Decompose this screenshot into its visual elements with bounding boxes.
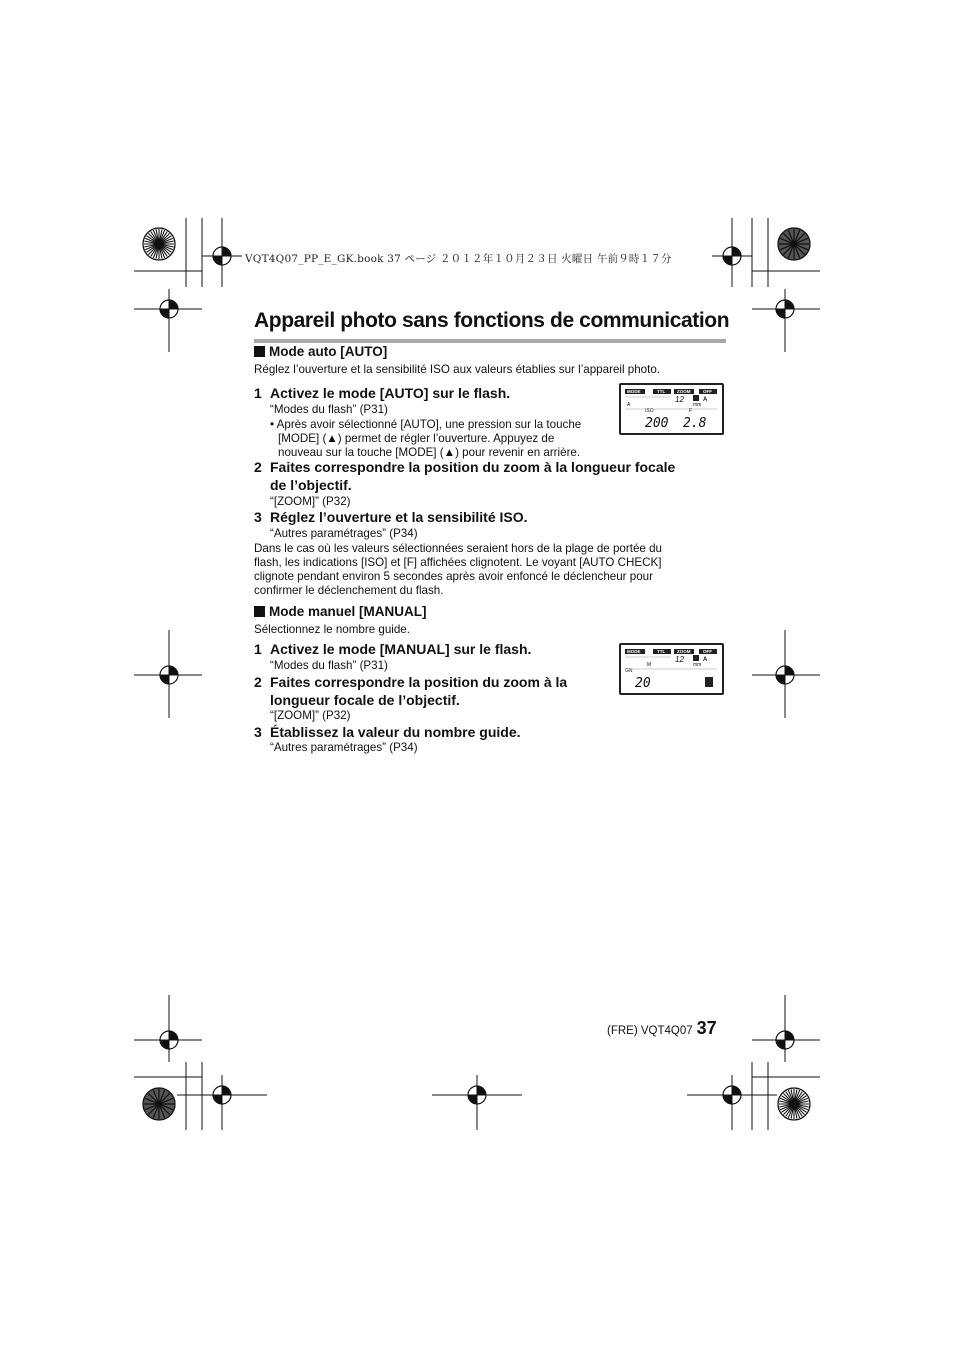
lcd-tab-zoom: ZOOM — [677, 389, 691, 394]
lcd-tab-mode: MODE — [627, 389, 641, 394]
manual-step-2-ref: “[ZOOM]” (P32) — [270, 709, 351, 722]
auto-bullet-line: [MODE] (▲) permet de régler l’ouverture. Appuyez de — [278, 432, 555, 445]
lcd-zoom-value: 12 — [675, 395, 684, 404]
registration-star-icon — [143, 228, 175, 260]
auto-step-3-ref: “Autres paramétrages” (P34) — [270, 527, 418, 540]
auto-intro: Réglez l’ouverture et la sensibilité ISO aux valeurs établies sur l’appareil photo. — [254, 363, 660, 376]
manual-step-3-ref: “Autres paramétrages” (P34) — [270, 741, 418, 754]
page-title: Appareil photo sans fonctions de communication — [254, 309, 730, 332]
auto-bullet-line: • Après avoir sélectionné [AUTO], une pression sur la touche — [270, 418, 582, 431]
lcd-tab-off: OFF — [703, 649, 712, 654]
auto-note-line: confirmer le déclenchement du flash. — [254, 584, 444, 597]
lcd-tab-zoom: ZOOM — [677, 649, 691, 654]
lcd-zoom-unit: mm — [693, 402, 702, 408]
manual-step-3: 3 Établissez la valeur du nombre guide. — [254, 724, 521, 740]
lcd-f-value: 2.8 — [683, 416, 707, 431]
auto-step-3: 3 Réglez l’ouverture et la sensibilité ISO. — [254, 509, 528, 525]
auto-note-line: Dans le cas où les valeurs sélectionnées seraient hors de la plage de portée du — [254, 542, 662, 555]
auto-note-line: clignote pendant environ 5 secondes après avoir enfoncé le déclencheur pour — [254, 570, 653, 583]
lcd-tab-mode: MODE — [627, 649, 641, 654]
lcd-tab-ttl: TTL — [657, 649, 666, 654]
manual-step-1-ref: “Modes du flash” (P31) — [270, 659, 388, 672]
auto-bullet-line: nouveau sur la touche [MODE] (▲) pour revenir en arrière. — [278, 446, 581, 459]
manual-step-2: 2 Faites correspondre la position du zoom à la longueur focale de l’objectif. — [254, 674, 568, 708]
registration-star-icon — [143, 1088, 175, 1120]
lcd-iso-value: 200 — [645, 416, 669, 431]
lcd-tab-ttl: TTL — [657, 389, 666, 394]
lcd-zoom-value: 12 — [675, 655, 684, 664]
square-bullet-icon — [254, 346, 265, 357]
footer-doc-code: (FRE) VQT4Q07 — [607, 1025, 693, 1037]
lcd-corner-letter: A — [703, 657, 708, 663]
lcd-mode-letter: M — [647, 662, 652, 668]
print-header: VQT4Q07_PP_E_GK.book 37 ページ ２０１２年１０月２３日 火曜日 午前９時１７分 — [245, 253, 672, 265]
auto-step-1: 1 Activez le mode [AUTO] sur le flash. — [254, 385, 511, 401]
auto-step-2: 2 Faites correspondre la position du zoom à la longueur focale de l’objectif. — [254, 459, 676, 493]
lcd-gn-label: GN — [625, 668, 633, 674]
square-bullet-icon — [254, 606, 265, 617]
registration-star-icon — [778, 228, 810, 260]
auto-mode-heading: Mode auto [AUTO] — [254, 344, 387, 359]
lcd-corner-letter: A — [703, 397, 708, 403]
registration-star-icon — [778, 1088, 810, 1120]
lcd-f-label: F — [689, 408, 693, 414]
lcd-panel-graphic — [621, 645, 722, 693]
manual-mode-heading: Mode manuel [MANUAL] — [254, 604, 427, 619]
lcd-zoom-unit: mm — [693, 662, 702, 668]
page-footer — [607, 1018, 717, 1039]
lcd-mode-letter: A — [627, 402, 631, 408]
manual-step-1: 1 Activez le mode [MANUAL] sur le flash. — [254, 641, 532, 657]
auto-note-line: flash, les indications [ISO] et [F] affichées clignotent. Le voyant [AUTO CHECK] — [254, 556, 662, 569]
manual-lcd-display — [619, 643, 724, 695]
auto-lcd-display — [619, 383, 724, 435]
lcd-iso-label: ISO — [645, 408, 654, 414]
title-underline — [254, 339, 726, 343]
auto-step-2-ref: “[ZOOM]” (P32) — [270, 495, 351, 508]
page-number: 37 — [696, 1018, 717, 1038]
lcd-gn-value: 20 — [635, 676, 651, 691]
manual-intro: Sélectionnez le nombre guide. — [254, 623, 410, 636]
lcd-panel-graphic — [621, 385, 722, 433]
lcd-tab-off: OFF — [703, 389, 712, 394]
auto-step-1-ref: “Modes du flash” (P31) — [270, 403, 388, 416]
